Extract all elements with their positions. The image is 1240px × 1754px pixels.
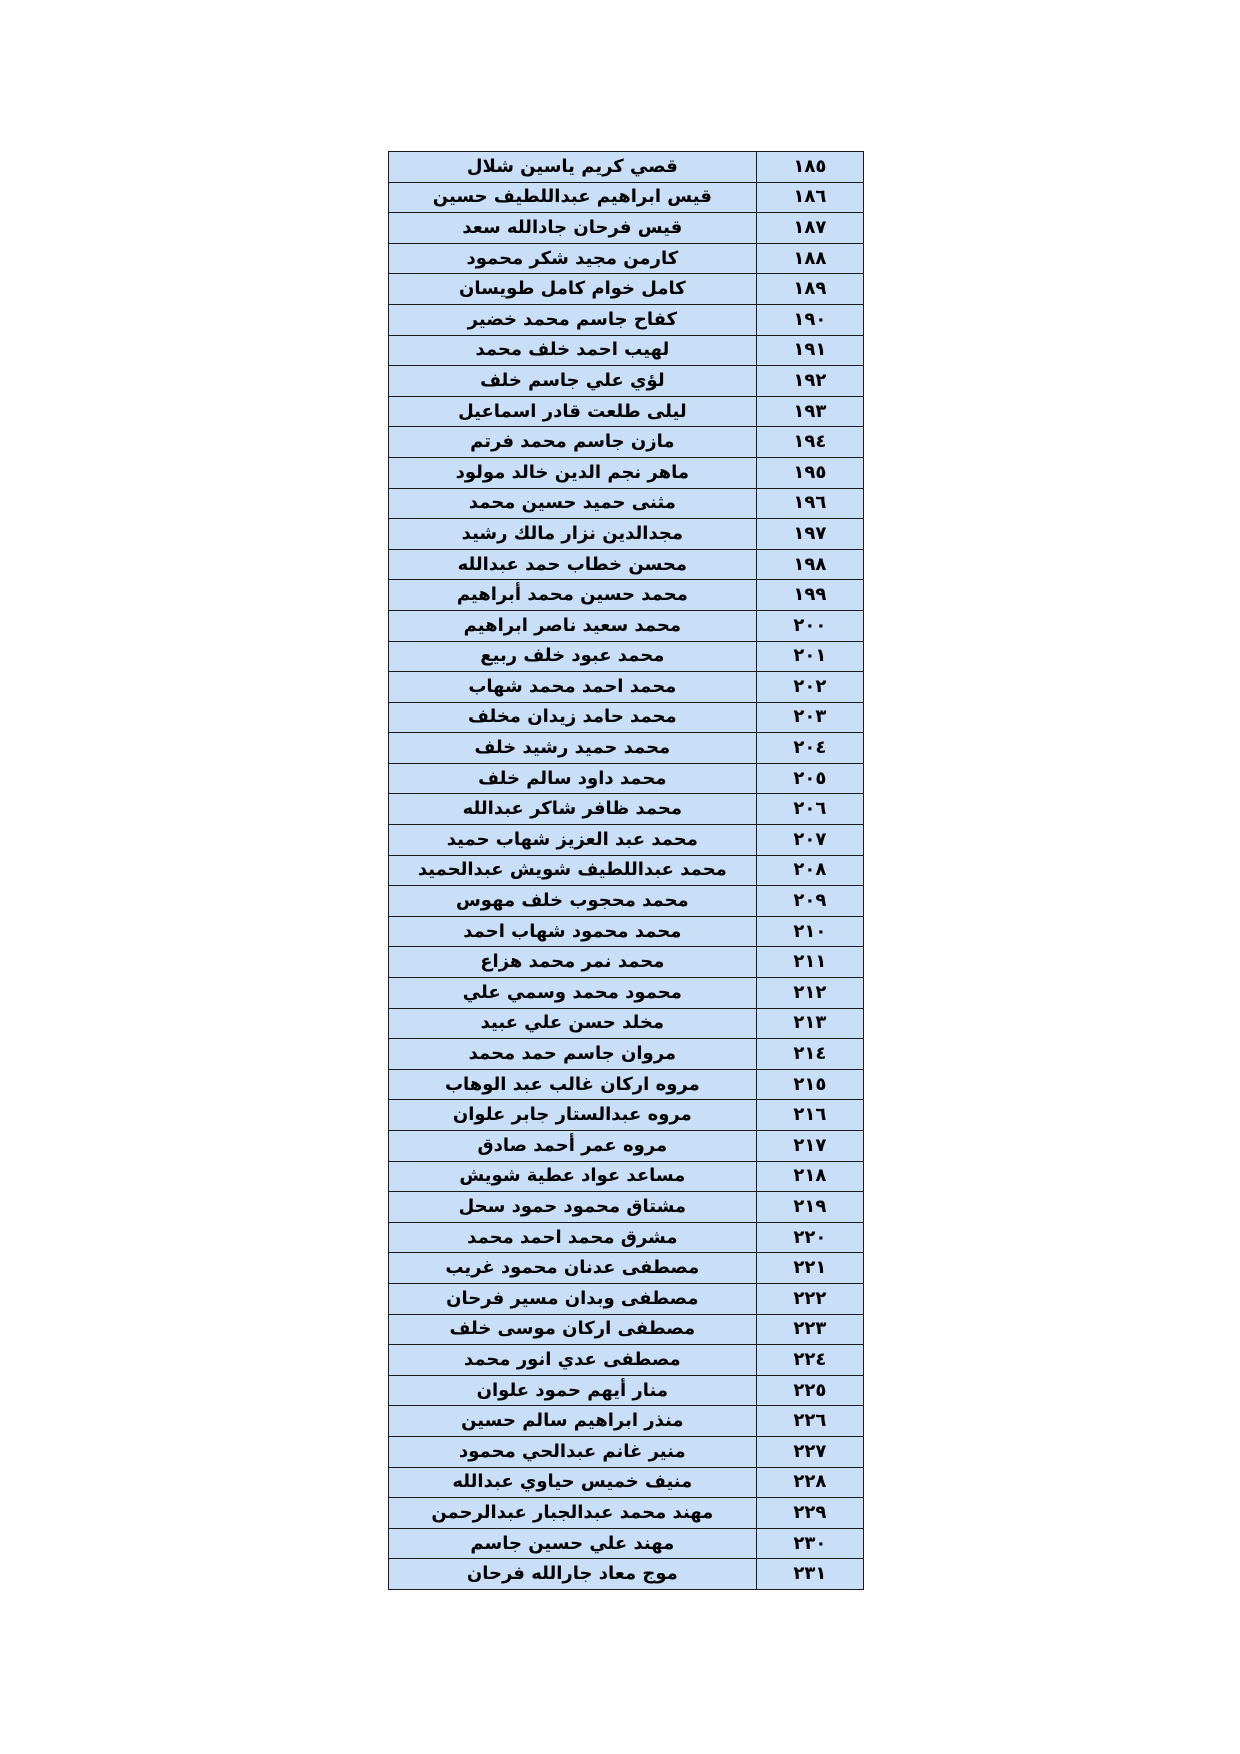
name-cell: مساعد عواد عطية شويش <box>389 1161 757 1192</box>
serial-number-cell: ٢٢٢ <box>756 1283 863 1314</box>
table-row <box>389 1039 864 1070</box>
name-cell: منار أيهم حمود علوان <box>389 1375 757 1406</box>
name-cell: محمد حامد زيدان مخلف <box>389 702 757 733</box>
name-cell: مشتاق محمود حمود سحل <box>389 1192 757 1223</box>
serial-number-cell: ١٩٥ <box>756 457 863 488</box>
table-row <box>389 457 864 488</box>
serial-number-cell: ٢١٥ <box>756 1069 863 1100</box>
table-row <box>389 916 864 947</box>
name-cell: لهيب احمد خلف محمد <box>389 335 757 366</box>
serial-number-cell: ٢٣٠ <box>756 1528 863 1559</box>
name-cell: مخلد حسن علي عبيد <box>389 1008 757 1039</box>
table-row <box>389 1498 864 1529</box>
table-row <box>389 1375 864 1406</box>
serial-number-cell: ١٨٦ <box>756 182 863 213</box>
serial-number-cell: ٢١١ <box>756 947 863 978</box>
serial-number-cell: ٢١٠ <box>756 916 863 947</box>
name-cell: منيف خميس حياوي عبدالله <box>389 1467 757 1498</box>
serial-number-cell: ٢١٢ <box>756 978 863 1009</box>
serial-number-cell: ١٩٣ <box>756 396 863 427</box>
serial-number-cell: ٢٠٨ <box>756 855 863 886</box>
table-row <box>389 1314 864 1345</box>
table-row <box>389 825 864 856</box>
table-row <box>389 243 864 274</box>
name-cell: مثنى حميد حسين محمد <box>389 488 757 519</box>
name-cell: محمد عبد العزيز شهاب حميد <box>389 825 757 856</box>
table-row <box>389 1192 864 1223</box>
name-cell: مصطفى عدي انور محمد <box>389 1345 757 1376</box>
table-row <box>389 1436 864 1467</box>
serial-number-cell: ١٩٨ <box>756 549 863 580</box>
name-cell: مهند محمد عبدالجبار عبدالرحمن <box>389 1498 757 1529</box>
name-cell: كارمن مجيد شكر محمود <box>389 243 757 274</box>
serial-number-cell: ٢١٤ <box>756 1039 863 1070</box>
serial-number-cell: ٢١٩ <box>756 1192 863 1223</box>
name-cell: محمد سعيد ناصر ابراهيم <box>389 610 757 641</box>
name-cell: قيس ابراهيم عبداللطيف حسين <box>389 182 757 213</box>
serial-number-cell: ٢١٨ <box>756 1161 863 1192</box>
serial-number-cell: ٢١٣ <box>756 1008 863 1039</box>
name-cell: محمد نمر محمد هزاع <box>389 947 757 978</box>
name-cell: مشرق محمد احمد محمد <box>389 1222 757 1253</box>
table-row <box>389 763 864 794</box>
table-row <box>389 978 864 1009</box>
name-cell: محمد احمد محمد شهاب <box>389 672 757 703</box>
table-row <box>389 733 864 764</box>
table-row <box>389 335 864 366</box>
name-cell: موج معاد جارالله فرحان <box>389 1559 757 1590</box>
table-row <box>389 1161 864 1192</box>
serial-number-cell: ٢٢٧ <box>756 1436 863 1467</box>
name-cell: محمد عبود خلف ربيع <box>389 641 757 672</box>
name-cell: مروه اركان غالب عبد الوهاب <box>389 1069 757 1100</box>
serial-number-cell: ١٨٧ <box>756 213 863 244</box>
name-cell: محمد عبداللطيف شويش عبدالحميد <box>389 855 757 886</box>
serial-number-cell: ٢٢٤ <box>756 1345 863 1376</box>
table-row <box>389 519 864 550</box>
name-cell: مصطفى اركان موسى خلف <box>389 1314 757 1345</box>
name-cell: محمد محجوب خلف مهوس <box>389 886 757 917</box>
name-cell: ماهر نجم الدين خالد مولود <box>389 457 757 488</box>
table-row <box>389 672 864 703</box>
table-row <box>389 580 864 611</box>
table-row <box>389 1406 864 1437</box>
table-row <box>389 947 864 978</box>
table-row <box>389 641 864 672</box>
names-table <box>388 151 864 1590</box>
name-cell: مهند علي حسين جاسم <box>389 1528 757 1559</box>
serial-number-cell: ١٩٩ <box>756 580 863 611</box>
name-cell: مروه عبدالستار جابر علوان <box>389 1100 757 1131</box>
serial-number-cell: ٢٢٣ <box>756 1314 863 1345</box>
table-row <box>389 1467 864 1498</box>
serial-number-cell: ٢٠٦ <box>756 794 863 825</box>
serial-number-cell: ٢٢٠ <box>756 1222 863 1253</box>
name-cell: محمد حسين محمد أبراهيم <box>389 580 757 611</box>
name-cell: محمد محمود شهاب احمد <box>389 916 757 947</box>
serial-number-cell: ٢٠٧ <box>756 825 863 856</box>
serial-number-cell: ١٩١ <box>756 335 863 366</box>
name-cell: محمود محمد وسمي علي <box>389 978 757 1009</box>
name-cell: كفاح جاسم محمد خضير <box>389 304 757 335</box>
table-row <box>389 304 864 335</box>
table-row <box>389 488 864 519</box>
serial-number-cell: ٢٠٣ <box>756 702 863 733</box>
serial-number-cell: ٢٢٦ <box>756 1406 863 1437</box>
name-cell: محمد داود سالم خلف <box>389 763 757 794</box>
table-row <box>389 1069 864 1100</box>
name-cell: منذر ابراهيم سالم حسين <box>389 1406 757 1437</box>
name-cell: محمد حميد رشيد خلف <box>389 733 757 764</box>
table-row <box>389 1222 864 1253</box>
serial-number-cell: ٢٠٩ <box>756 886 863 917</box>
table-row <box>389 886 864 917</box>
serial-number-cell: ٢٢٥ <box>756 1375 863 1406</box>
table-row <box>389 182 864 213</box>
serial-number-cell: ١٩٠ <box>756 304 863 335</box>
table-row <box>389 1008 864 1039</box>
serial-number-cell: ٢٢٩ <box>756 1498 863 1529</box>
name-cell: مصطفى عدنان محمود غريب <box>389 1253 757 1284</box>
table-row <box>389 855 864 886</box>
serial-number-cell: ٢١٦ <box>756 1100 863 1131</box>
serial-number-cell: ٢١٧ <box>756 1131 863 1162</box>
table-row <box>389 396 864 427</box>
name-cell: منير غانم عبدالحي محمود <box>389 1436 757 1467</box>
serial-number-cell: ٢٠٠ <box>756 610 863 641</box>
table-row <box>389 1253 864 1284</box>
name-cell: قيس فرحان جادالله سعد <box>389 213 757 244</box>
name-cell: محمد ظافر شاكر عبدالله <box>389 794 757 825</box>
name-cell: مجدالدين نزار مالك رشيد <box>389 519 757 550</box>
table-row <box>389 274 864 305</box>
name-cell: قصي كريم ياسين شلال <box>389 152 757 183</box>
serial-number-cell: ١٩٤ <box>756 427 863 458</box>
name-cell: كامل خوام كامل طويسان <box>389 274 757 305</box>
serial-number-cell: ١٨٥ <box>756 152 863 183</box>
table-row <box>389 1528 864 1559</box>
table-row <box>389 702 864 733</box>
serial-number-cell: ١٩٦ <box>756 488 863 519</box>
serial-number-cell: ٢٠٢ <box>756 672 863 703</box>
serial-number-cell: ٢٠١ <box>756 641 863 672</box>
table-row <box>389 794 864 825</box>
table-row <box>389 1559 864 1590</box>
table-row <box>389 366 864 397</box>
name-cell: مروه عمر أحمد صادق <box>389 1131 757 1162</box>
table-row <box>389 1345 864 1376</box>
table-row <box>389 610 864 641</box>
table-row <box>389 213 864 244</box>
serial-number-cell: ١٨٩ <box>756 274 863 305</box>
table-row <box>389 1100 864 1131</box>
name-cell: مروان جاسم حمد محمد <box>389 1039 757 1070</box>
table-row <box>389 427 864 458</box>
table-row <box>389 549 864 580</box>
name-cell: ليلى طلعت قادر اسماعيل <box>389 396 757 427</box>
serial-number-cell: ٢٠٥ <box>756 763 863 794</box>
table-row <box>389 152 864 183</box>
serial-number-cell: ١٩٢ <box>756 366 863 397</box>
table-row <box>389 1131 864 1162</box>
names-table-body <box>389 152 864 1590</box>
name-cell: محسن خطاب حمد عبدالله <box>389 549 757 580</box>
serial-number-cell: ٢٣١ <box>756 1559 863 1590</box>
name-cell: لؤي علي جاسم خلف <box>389 366 757 397</box>
serial-number-cell: ١٩٧ <box>756 519 863 550</box>
serial-number-cell: ١٨٨ <box>756 243 863 274</box>
serial-number-cell: ٢٠٤ <box>756 733 863 764</box>
table-row <box>389 1283 864 1314</box>
serial-number-cell: ٢٢١ <box>756 1253 863 1284</box>
serial-number-cell: ٢٢٨ <box>756 1467 863 1498</box>
name-cell: مصطفى وبدان مسير فرحان <box>389 1283 757 1314</box>
name-cell: مازن جاسم محمد فرتم <box>389 427 757 458</box>
